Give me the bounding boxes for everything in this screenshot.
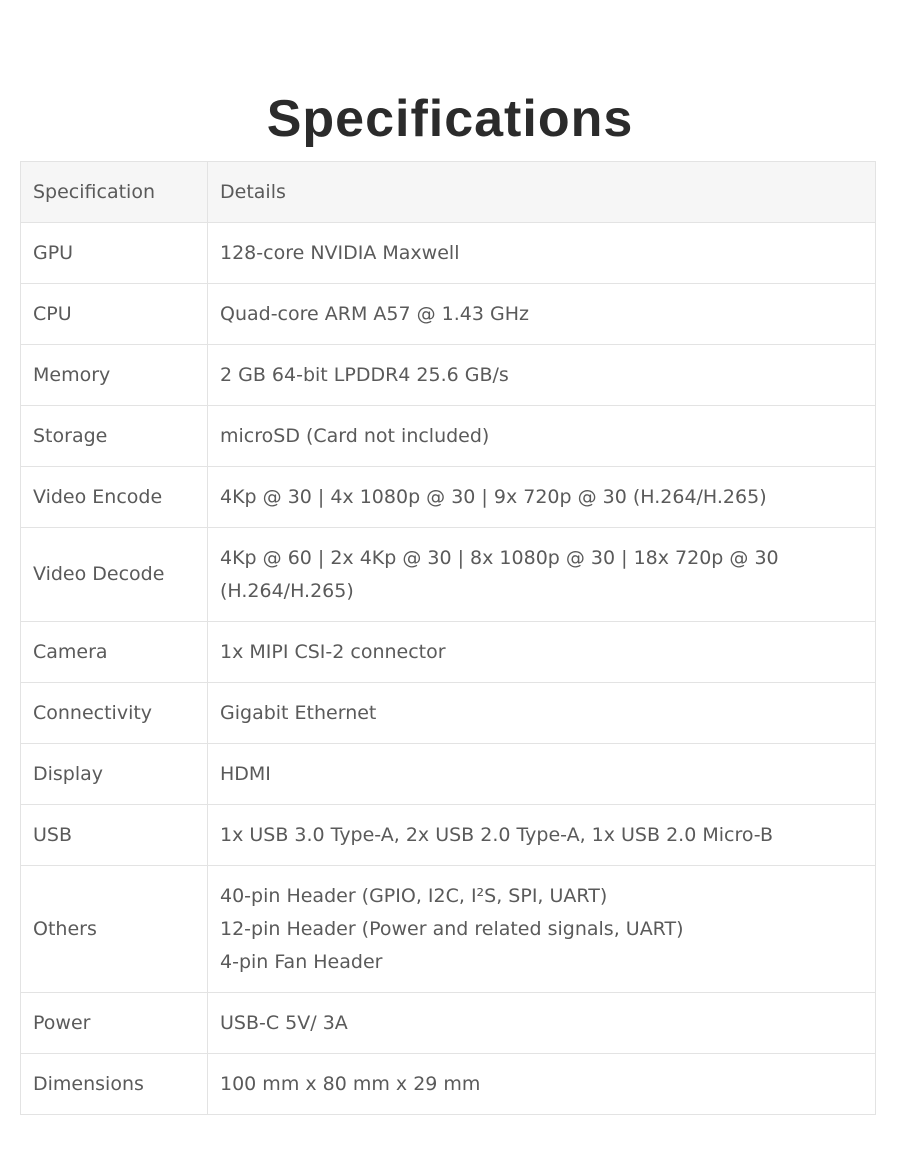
page-title: Specifications	[266, 89, 634, 148]
specifications-table	[20, 161, 876, 1115]
table-row	[21, 345, 876, 406]
spec-details	[208, 622, 876, 683]
spec-name: Video Encode	[21, 467, 208, 528]
spec-details	[208, 406, 876, 467]
spec-name: Camera	[21, 622, 208, 683]
table-row	[21, 528, 876, 622]
spec-name: GPU	[21, 223, 208, 284]
spec-details	[208, 805, 876, 866]
spec-detail-line: 40-pin Header (GPIO, I2C, I²S, SPI, UART)	[220, 884, 608, 907]
spec-details	[208, 993, 876, 1054]
spec-detail-line: 1x MIPI CSI-2 connector	[220, 640, 446, 663]
table-row	[21, 467, 876, 528]
spec-detail-line: USB-C 5V/ 3A	[220, 1011, 348, 1034]
spec-detail-line: Gigabit Ethernet	[220, 701, 377, 724]
table-row	[21, 805, 876, 866]
spec-detail-line: HDMI	[220, 762, 271, 785]
spec-detail-line: 4-pin Fan Header	[220, 950, 383, 973]
spec-details	[208, 744, 876, 805]
spec-details	[208, 284, 876, 345]
spec-detail-line: 1x USB 3.0 Type-A, 2x USB 2.0 Type-A, 1x USB 2.0 Micro-B	[220, 823, 774, 846]
spec-name: Display	[21, 744, 208, 805]
table-row	[21, 406, 876, 467]
spec-name: Power	[21, 993, 208, 1054]
spec-name: Video Decode	[21, 528, 208, 622]
spec-name: Connectivity	[21, 683, 208, 744]
spec-name: Dimensions	[21, 1054, 208, 1115]
spec-detail-line: 4Kp @ 30 | 4x 1080p @ 30 | 9x 720p @ 30 (H.264/H.265)	[220, 485, 767, 508]
spec-detail-line: (H.264/H.265)	[220, 579, 354, 602]
spec-name: Storage	[21, 406, 208, 467]
spec-detail-line: Quad-core ARM A57 @ 1.43 GHz	[220, 302, 529, 325]
spec-details	[208, 683, 876, 744]
spec-detail-line: 4Kp @ 60 | 2x 4Kp @ 30 | 8x 1080p @ 30 | 18x 720p @ 30	[220, 546, 779, 569]
spec-detail-line: 100 mm x 80 mm x 29 mm	[220, 1072, 481, 1095]
spec-name: USB	[21, 805, 208, 866]
spec-name: Others	[21, 866, 208, 993]
table-row	[21, 993, 876, 1054]
spec-detail-line: 2 GB 64-bit LPDDR4 25.6 GB/s	[220, 363, 509, 386]
table-row	[21, 866, 876, 993]
spec-details	[208, 467, 876, 528]
table-header-row	[21, 162, 876, 223]
column-header-details: Details	[208, 162, 876, 223]
table-row	[21, 683, 876, 744]
spec-details	[208, 1054, 876, 1115]
column-header-specification: Specification	[21, 162, 208, 223]
spec-detail-line: 128-core NVIDIA Maxwell	[220, 241, 460, 264]
spec-details	[208, 223, 876, 284]
spec-detail-line: microSD (Card not included)	[220, 424, 490, 447]
table-row	[21, 744, 876, 805]
spec-detail-line: 12-pin Header (Power and related signals, UART)	[220, 917, 684, 940]
table-row	[21, 284, 876, 345]
spec-name: CPU	[21, 284, 208, 345]
table-row	[21, 1054, 876, 1115]
spec-details	[208, 345, 876, 406]
spec-name: Memory	[21, 345, 208, 406]
table-row	[21, 223, 876, 284]
spec-details	[208, 528, 876, 622]
table-row	[21, 622, 876, 683]
spec-details	[208, 866, 876, 993]
